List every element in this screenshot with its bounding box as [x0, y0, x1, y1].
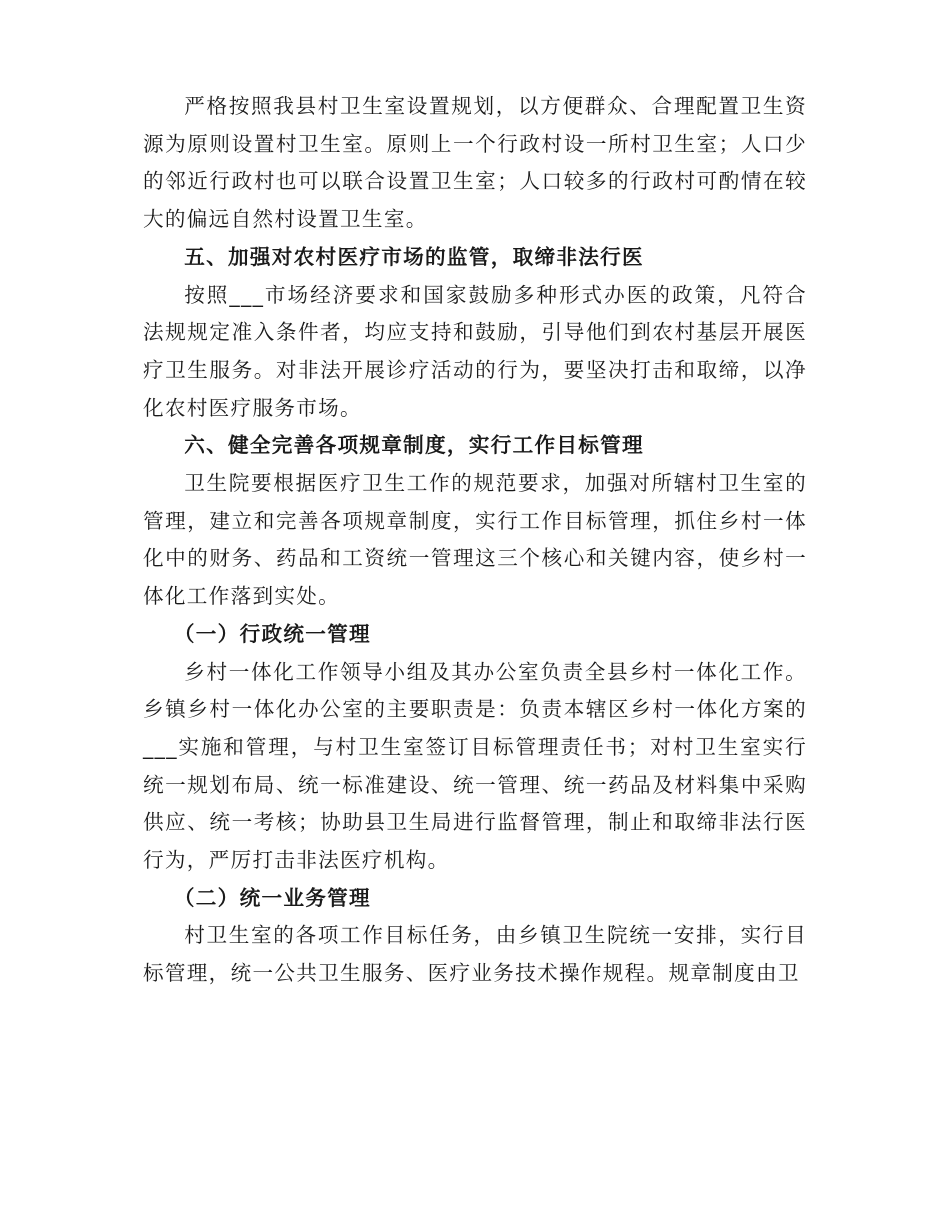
paragraph-business-management: 村卫生室的各项工作目标任务，由乡镇卫生院统一安排，实行目标管理，统一公共卫生服务、医疗业务技术操作规程。规章制度由卫: [143, 923, 807, 986]
paragraph-market-supervision: 按照___市场经济要求和国家鼓励多种形式办医的政策，凡符合法规规定准入条件者，均应支持和鼓励，引导他们到农村基层开展医疗卫生服务。对非法开展诊疗活动的行为，要坚决打击和取缔，以净化农村医疗服务市场。: [143, 282, 807, 420]
section-heading-5: 五、加强对农村医疗市场的监管，取缔非法行医: [184, 244, 644, 269]
document-body: [143, 88, 807, 993]
subheading-administrative-management: （一）行政统一管理: [173, 621, 371, 646]
paragraph-administrative-management: 乡村一体化工作领导小组及其办公室负责全县乡村一体化工作。乡镇乡村一体化办公室的主要职责是：负责本辖区乡村一体化方案的___实施和管理，与村卫生室签订目标管理责任书；对村卫生室实行统一规划布局、统一标准建设、统一管理、统一药品及材料集中采购供应、统一考核；协助县卫生局进行监督管理，制止和取缔非法行医行为，严厉打击非法医疗机构。: [143, 659, 807, 873]
paragraph-rules-management: 卫生院要根据医疗卫生工作的规范要求，加强对所辖村卫生室的管理，建立和完善各项规章制度，实行工作目标管理，抓住乡村一体化中的财务、药品和工资统一管理这三个核心和关键内容，使乡村一体化工作落到实处。: [143, 471, 807, 609]
paragraph-village-clinic-setup: 严格按照我县村卫生室设置规划，以方便群众、合理配置卫生资源为原则设置村卫生室。原则上一个行政村设一所村卫生室；人口少的邻近行政村也可以联合设置卫生室；人口较多的行政村可酌情在较大的偏远自然村设置卫生室。: [143, 94, 807, 232]
subheading-business-management: （二）统一业务管理: [173, 885, 371, 910]
section-heading-6: 六、健全完善各项规章制度，实行工作目标管理: [184, 433, 644, 458]
